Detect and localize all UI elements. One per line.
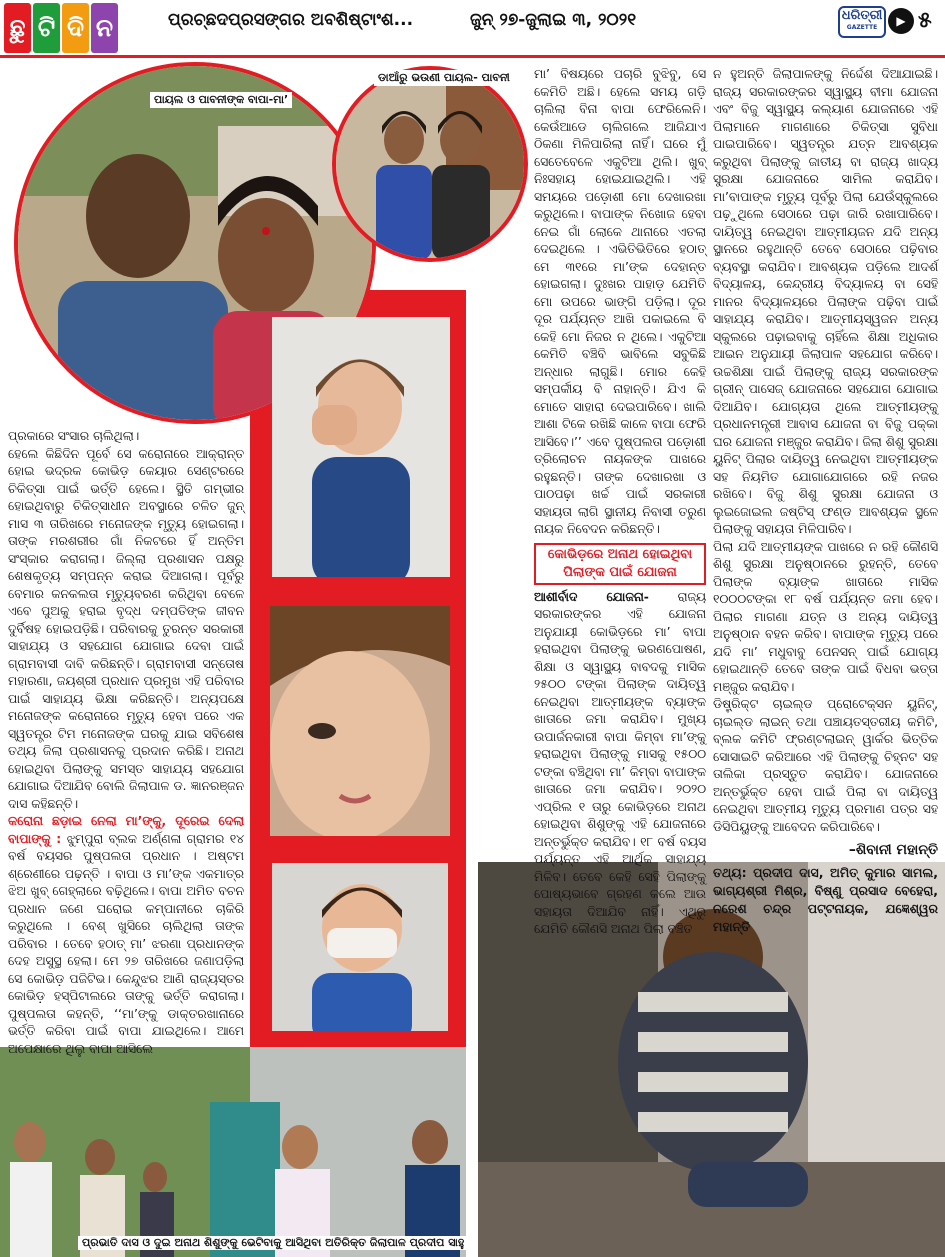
page-header — [0, 0, 945, 58]
masked-child-art — [272, 863, 448, 1031]
masked-child-photo — [272, 863, 448, 1031]
officials-visit-art — [0, 1047, 466, 1257]
sad-child-art — [270, 606, 450, 836]
section-logo — [4, 3, 118, 53]
publication-sub: GAZETTE — [846, 24, 878, 31]
scheme-lead: ଆଶୀର୍ବାଦ ଯୋଜନା- — [534, 589, 649, 604]
col3-para-2: ରାଜ୍ୟ ସରକାରଙ୍କର ଏହି ଯୋଜନା ଅନୁଯାୟୀ କୋଭିଡ଼ରେ ମା’ ବାପା ହରାଇଥିବା ପିଲାଙ୍କୁ ଭରଣପୋଷଣ, ଶିକ୍ଷା ଓ ସ୍ୱାସ୍ଥ୍ୟ ବାବଦକୁ ମାସିକ ୨୫୦୦ ଟଙ୍କା ପିଲାଙ୍କ ଦାୟିତ୍ୱ ନେଇଥିବା ଆତ୍ମୀୟଙ୍କ ବ୍ୟାଙ୍କ ଖାତାରେ ଜମା କରାଯିବ। ମୁଖ୍ୟ ଉପାର୍ଜନକାରୀ ବାପା କିମ୍ବା ମା’ଙ୍କୁ ହରାଇଥିବା ପିଲାଙ୍କୁ ମାସକୁ ୧୫୦୦ ଟଙ୍କା ବଞ୍ଚିଥିବା ମା’ କିମ୍ବା ବାପାଙ୍କ ଖାତାରେ ଜମା କରାଯିବ। ୨୦୨୦ ଏପ୍ରିଲ ୧ ତାରୁ କୋଭିଡ଼ରେ ଅନାଥ ହୋଇଥିବା ଶିଶୁଙ୍କୁ ଏହି ଯୋଜନାରେ ଅନ୍ତର୍ଭୁକ୍ତ କରାଯିବ। ୧୮ ବର୍ଷ ବୟସ ପର୍ଯ୍ୟନ୍ତ ଏହି ଆର୍ଥିକ ସାହାଯ୍ୟ ମିଳିବ। ତେବେ କେହି ସେହି ପିଲାଙ୍କୁ ପୋଷ୍ୟଭାବେ ଗ୍ରହଣ କଲେ ଆଉ ସହାୟତା ଦିଆଯିବ ନାହିଁ। ଏଥିରୁ ଯେମିତି କୌଣସି ଅନାଥ ପିଲା ବଞ୍ଚିତ — [534, 589, 706, 936]
sisters-caption: ଡାଆଁରୁ ଭଉଣୀ ପାୟଲ- ପାବନୀ — [374, 70, 514, 86]
article-column-1 — [8, 428, 244, 1058]
logo-letter: ଟି — [33, 3, 60, 53]
logo-letter: ନ — [91, 3, 118, 53]
continued-title: ପ୍ରଚ୍ଛଦପ୍ରସଙ୍ଗର ଅବଶିଷ୍ଟାଂଶ... — [168, 10, 414, 30]
col1-subhead: କରୋନା ଛଡ଼ାଇ ନେଲା ମା’ଙ୍କୁ, ଦୂରେଇ ଦେଲା ବାପାଙ୍କୁ : — [8, 814, 244, 846]
article-column-4 — [713, 66, 938, 936]
col4-para-1: ନ ହୁଅନ୍ତି ଜିଲାପାଳଙ୍କୁ ନିର୍ଦ୍ଦେଶ ଦିଆଯାଇଛି। ରାଜ୍ୟ ସରକାରଙ୍କର ସ୍ୱାସ୍ଥ୍ୟ ବୀମା ଯୋଜନା ଏବଂ ବିଜୁ ସ୍ୱାସ୍ଥ୍ୟ କଲ୍ୟାଣ ଯୋଜନାରେ ଏହି ପିଲାମାନେ ମାଗଣାରେ ଚିକିତ୍ସା ସୁବିଧା ପାଇପାରିବେ। ସ୍ୱତନ୍ତ୍ର ଯତ୍ନ ଆବଶ୍ୟକ କରୁଥିବା ପିଲାଙ୍କୁ ଜାତୀୟ ବା ରାଜ୍ୟ ଖାଦ୍ୟ ସୁରକ୍ଷା ଯୋଜନାରେ ସାମିଲ କରାଯିବ। ମା’ବାପାଙ୍କ ମୃତ୍ୟୁ ପୂର୍ବରୁ ପିଲା ଯେଉଁସ୍କୁଲରେ ପଢ଼ୁଥିଲେ ସେଠାରେ ପଢ଼ା ଜାରି ରଖାପାରିବେ। ଦାୟିତ୍ୱ ନେଇଥିବା ଆତ୍ମୀୟଜନ ଯଦି ଅନ୍ୟ ସ୍ଥାନରେ ରହୁଥାନ୍ତି ତେବେ ସେଠାରେ ପଢ଼ିବାର ବ୍ୟବସ୍ଥା କରାଯିବ। ଆବଶ୍ୟକ ପଡ଼ିଲେ ଆଦର୍ଶ ବିଦ୍ୟାଳୟ, କେନ୍ଦ୍ରୀୟ ବିଦ୍ୟାଳୟ ବା ସେହି ମାନର ବିଦ୍ୟାଳୟରେ ପିଲାଙ୍କ ପଢ଼ିବା ପାଇଁ ସାହାଯ୍ୟ କରାଯିବ। ଆତ୍ମୀୟସ୍ୱଜନ ଅନ୍ୟ ସ୍କୁଲରେ ପଢ଼ାଇବାକୁ ଚାହିଁଲେ ଶିକ୍ଷା ଅଧିକାର ଆଇନ ଅନୁଯାୟୀ ଜିଲାପାଳ ସହଯୋଗ କରିବେ। ଉଚ୍ଚଶିକ୍ଷା ପାଇଁ ପିଲାଙ୍କୁ ରାଜ୍ୟ ସରକାରଙ୍କ ଗ୍ରୀନ୍ ପାସେଜ୍ ଯୋଜନାରେ ସହଯୋଗ ଯୋଗାଇ ଦିଆଯିବ। ଯୋଗ୍ୟତା ଥିଲେ ଆତ୍ମୀୟଙ୍କୁ ପ୍ରଧାନମନ୍ତ୍ରୀ ଆବାସ ଯୋଜନା ବା ବିଜୁ ପକ୍କା ଘର ଯୋଜନା ମଞ୍ଜୁର କରାଯିବ। ଜିଲା ଶିଶୁ ସୁରକ୍ଷା ୟୁନିଟ୍ ପିଲାର ଦାୟିତ୍ୱ ନେଇଥିବା ଆତ୍ମୀୟଙ୍କ ସହ ନିୟମିତ ଯୋଗାଯୋଗରେ ରହି ନଜର ରଖିବେ। ବିଜୁ ଶିଶୁ ସୁରକ୍ଷା ଯୋଜନା ଓ ଲୁଇଜୋଇଲ ଜଷ୍ଟିସ୍ ଫଣ୍ଡ ଆବଶ୍ୟକ ସ୍ଥଳେ ପିଲାଙ୍କୁ ସହାୟତା ମିଳିପାରିବ। — [713, 67, 938, 536]
col1-para-2: ହେଲେ କିଛିଦିନ ପୂର୍ବେ ସେ କରୋନାରେ ଆକ୍ରାନ୍ତ ହୋଇ ଭଦ୍ରକ କୋଭିଡ଼ କେୟାର ସେଣ୍ଟରରେ ଚିକିତ୍ସା ପାଇଁ ଭର୍ତ୍ତି ହେଲେ। ସ୍ଥିତି ଗମ୍ଭୀର ହୋଇଥିବାରୁ ଚିକିତ୍ସାଧୀନ ଅବସ୍ଥାରେ ଚଳିତ ଜୁନ୍ ମାସ ୩ ତାରିଖରେ ମନୋଜଙ୍କ ମୃତ୍ୟୁ ହୋଇଗଲା। ତାଙ୍କ ମରଶରୀର ଗାଁ ନିକଟରେ ହିଁ ଅନ୍ତିମ ସଂସ୍କାର କରାଗଲା। ଜିଲ୍ଲା ପ୍ରଶାସନ ପକ୍ଷରୁ ଶେଷକୃତ୍ୟ ସମ୍ପନ୍ନ କରାଇ ଦିଆଗଲା। ପୂର୍ବରୁ ବେମାର କନକଲତା ମୃତ୍ୟୁବରଣ କରିଥିବା ବେଳେ ଏବେ ପୁଅକୁ ହରାଇ ବୃଦ୍ଧ ଦମ୍ପତିଙ୍କ ଜୀବନ ଦୁର୍ବିଷହ ହୋଇପଡ଼ିଛି। ପରିବାରକୁ ତୁରନ୍ତ ସରକାରୀ ସାହାଯ୍ୟ ଓ ସହଯୋଗ ଯୋଗାଇ ଦେବା ପାଇଁ ଗ୍ରାମବାସୀ ଦାବି କରିଛନ୍ତି। ଗ୍ରାମବାସୀ ସନ୍ତୋଷ ମହାରଣା, ଜୟଶ୍ରୀ ପ୍ରଧାନ ପ୍ରମୁଖ ଏହି ପରିବାର ପାଇଁ ସାହାଯ୍ୟ ଭିକ୍ଷା କରିଛନ୍ତି। ଅନ୍ୟପକ୍ଷେ ମନୋଜଙ୍କ କରୋନାରେ ମୃତ୍ୟୁ ହେବା ପରେ ଏକ ସ୍ୱତନ୍ତ୍ର ଟିମ ମନୋଜଙ୍କ ଘରକୁ ଯାଇ ସବିଶେଷ ତଥ୍ୟ ଜିଲା ପ୍ରଶାସନକୁ ପ୍ରଦାନ କରିଛି। ଅନାଥ ହୋଇଥିବା ପିଲାଙ୍କୁ ସମସ୍ତ ସାହାଯ୍ୟ ସହଯୋଗ ଯୋଗାଇ ଦିଆଯିବ ବୋଲି ଜିଲାପାଳ ଡ. ଜ୍ଞାନରଞ୍ଜନ ଦାସ କହିଛନ୍ତି। — [8, 446, 244, 811]
report-credits: ତଥ୍ୟ: ପ୍ରଦୀପ ଦାସ, ଅମିତ୍ କୁମାର ସାମଲ, ଭାଗ୍ୟଶ୍ରୀ ମିଶ୍ର, ବିଷ୍ଣୁ ପ୍ରସାଦ ବେହେରା, ନରେଶ ଚନ୍ଦ୍ର ପଟ୍ଟନାୟକ, ଯଜ୍ଞେଶ୍ୱର ମହାନ୍ତି — [713, 864, 938, 934]
logo-letter: ଛୁ — [4, 3, 31, 53]
col3-para-1: ମା’ ବିଷୟରେ ପଚାରି ବୁଝିବୁ, ସେ କେମିତି ଅଛି। ହେଲେ ସମୟ ଗଡ଼ି ଚାଲିଲା ବିନା ବାପା ଫେରିଲେନି। କେଉଁଆଡେ ଚାଲିଗଲେ ଆଜିଯାଏ ଠିକଣା ମିଳିପାରିଲା ନାହିଁ। ଘରେ ମୁଁ ସେତେବେଳେ ଏକୁଟିଆ ଥିଲି। ଖୁବ୍ ନିଃସହାୟ ହୋଇଯାଇଥିଲି। ଏହି ସମୟରେ ପଡ଼ୋଶୀ ମୋ ଦେଖାରଖା କରୁଥିଲେ। ବାପାଙ୍କ ନିଖୋଜ ହେବା ନେଇ ଗାଁ ଲୋକେ ଥାନାରେ ଏତଲା ଦେଇଥିଲେ । ଏଭିତିଭିତିରେ ହଠାତ୍ ମେ ୩୧ରେ ମା’ଙ୍କ ଦେହାନ୍ତ ହୋଇଗଲା। ଦୁଃଖର ପାହାଡ଼ ଯେମିତି ମୋ ଉପରେ ଭାଙ୍ଗି ପଡ଼ିଲା। ଦୂର ଦୂର ପର୍ଯ୍ୟନ୍ତ ଆଖି ପକାଇଲେ ବି କେହି ମୋ ନିଜର ନ ଥିଲେ। ଏକୁଟିଆ କେମିତି ବଞ୍ଚିବି ଭାବିଲେ ସବୁକିଛି ଅନ୍ଧାର ଲାଗୁଛି। ମୋର କେହି ସମ୍ପର୍କୀୟ ବି ନାହାନ୍ତି। ଯିଏ କି ମୋତେ ସାହାରା ଦେଇପାରିବେ। ଖାଲି ଆଶା ଟିକେ ରଖିଛି କାଳେ ବାପା ଫେରି ଆସିବେ।’’ ଏବେ ପୁଷ୍ପଲତା ପଡ଼ୋଶୀ ତ୍ରିଲୋଚନ ନାୟକଙ୍କ ପାଖରେ ରହୁଛନ୍ତି। ତାଙ୍କ ଦେଖାରଖା ଓ ପାଠପଢ଼ା ଖର୍ଚ୍ଚ ପାଇଁ ସରକାରୀ ସହାୟତା ଲାଗି ସ୍ଥାନୀୟ ନିବାସୀ ତରୁଣ ନାୟକ ନିବେଦନ କରିଛନ୍ତି। — [534, 67, 706, 536]
scheme-box-heading: କୋଭିଡ଼ରେ ଅନାଥ ହୋଇଥିବା ପିଲାଙ୍କ ପାଇଁ ଯୋଜନା — [534, 543, 706, 585]
sisters-photo-art — [336, 70, 524, 258]
logo-letter: ଦି — [62, 3, 89, 53]
col4-para-3: ଡିଷ୍ଟ୍ରିକ୍ଟ ଚାଇଲ୍ଡ ପ୍ରୋଟେକ୍ସନ ୟୁନିଟ୍, ଚାଇଲ୍ଡ ଲାଇନ୍ ତଥା ପଞ୍ଚାୟତସ୍ତରୀୟ କମିଟି, ବ୍ଲକ କମିଟି ଫ୍ରଣ୍ଟଲାଇନ୍ ୱାର୍କର ଭିତ୍ତିକ ସୋସାଇଟି କରିଆରେ ଏହି ପିଲାଙ୍କୁ ଚିହ୍ନଟ ସହ ତାଲିକା ପ୍ରସ୍ତୁତ କରାଯିବ। ଯୋଜନାରେ ଅନ୍ତର୍ଭୁକ୍ତ ହେବା ପାଇଁ ପିଲା ବା ଦାୟିତ୍ୱ ନେଇଥିବା ଆତ୍ମୀୟ ମୃତ୍ୟୁ ପ୍ରମାଣ ପତ୍ର ସହ ଡିସିପିୟୁଙ୍କୁ ଆବେଦନ କରିପାରିବେ। — [713, 697, 938, 834]
crying-boy-art — [272, 317, 450, 577]
officials-visit-photo — [0, 1047, 466, 1257]
crying-boy-photo — [272, 317, 450, 577]
article-column-3 — [534, 66, 706, 939]
publication-name: ଧରିତ୍ରୀ — [841, 8, 883, 23]
col1-para-1: ପ୍ରକାରେ ସଂସାର ଚାଲିଥିଲା। — [8, 429, 140, 443]
author-byline: –ଶିବାନୀ ମହାନ୍ତି — [848, 842, 938, 858]
sad-child-photo — [270, 606, 450, 836]
col1-para-3: ଝୁମ୍ପୁରା ବ୍ଲକ ଅର୍ଣ୍ଣଳା ଗ୍ରାମର ୧୪ ବର୍ଷ ବୟସର ପୁଷ୍ପଲତା ପ୍ରଧାନ । ଅଷ୍ଟମ ଶ୍ରେଣୀରେ ପଢ଼ନ୍ତି । ବାପା ଓ ମା’ଙ୍କ ଏକମାତ୍ର ଝିଅ ଖୁବ୍ ଗେହ୍ଲାରେ ବଢ଼ିଥିଲେ। ବାପା ଅମିତ ବଚନ ପ୍ରଧାନ ଜଣେ ଘରୋଇ କମ୍ପାନୀରେ ଚାକିରି କରୁଥିଲେ । ବେଶ୍ ଖୁସିରେ ଚାଲିଥିଲା ତାଙ୍କ ପରିବାର । ତେବେ ହଠାତ୍ ମା’ ଝରଣା ପ୍ରଧାନଙ୍କ ଦେହ ଅସୁସ୍ଥ ହେଲା। ମେ ୨୭ ତାରିଖରେ ଜଣାପଡ଼ିଲା ସେ କୋଭିଡ଼ ପଜିଟିଭ। କେନ୍ଦୁଝର ଆଣି ରାଜ୍ୟସ୍ତର କୋଭିଡ଼ ହସ୍ପିଟାଲରେ ତାଙ୍କୁ ଭର୍ତ୍ତି କରାଗଲା। ପୁଷ୍ପଲତା କହନ୍ତି, ‘‘ମା’ଙ୍କୁ ଡାକ୍ତରଖାନାରେ ଭର୍ତ୍ତି କରିବା ପାଇଁ ବାପା ଯାଇଥିଲେ। ଆମେ ଅପେକ୍ଷାରେ ଥିଲୁ ବାପା ଆସିଲେ — [8, 831, 244, 1056]
parents-caption: ପାୟଲ ଓ ପାବନୀଙ୍କ ବାପା-ମା’ — [150, 92, 292, 108]
publication-logo — [838, 6, 886, 38]
officials-visit-caption: ପ୍ରଭାତି ଦାସ ଓ ଦୁଇ ଅନାଥ ଶିଶୁଙ୍କୁ ଭେଟିବାକୁ ଆସିଥିବା ଅତିରିକ୍ତ ଜିଲାପାଳ ପ୍ରଦୀପ ସାହୁ — [78, 1236, 468, 1250]
play-icon: ▶ — [888, 8, 914, 34]
col4-para-2: ପିଲା ଯଦି ଆତ୍ମୀୟଙ୍କ ପାଖରେ ନ ରହି କୌଣସି ଶିଶୁ ସୁରକ୍ଷା ଅନୁଷ୍ଠାନରେ ରୁହନ୍ତି, ତେବେ ପିଲାଙ୍କ ବ୍ୟାଙ୍କ ଖାତାରେ ମାସିକ ୧୦୦୦ଟଙ୍କା ୧୮ ବର୍ଷ ପର୍ଯ୍ୟନ୍ତ ଜମା ହେବ। ପିଲାର ମାଗଣା ଯତ୍ନ ଓ ଅନ୍ୟ ଦାୟିତ୍ୱ ଅନୁଷ୍ଠାନ ବହନ କରିବ। ବାପାଙ୍କ ମୃତ୍ୟୁ ପରେ ଯଦି ମା’ ମଧୁବାବୁ ପେନସନ୍ ପାଇଁ ଯୋଗ୍ୟ ହୋଇଥାନ୍ତି ତେବେ ତାଙ୍କ ପାଇଁ ବିଧବା ଭତ୍ତା ମଞ୍ଜୁର କରାଯିବ। — [713, 539, 938, 694]
page-number: ୫ — [918, 8, 932, 33]
issue-date: ଜୁନ୍ ୨୭-ଜୁଲାଇ ୩, ୨୦୨୧ — [470, 10, 637, 30]
sisters-photo — [332, 66, 528, 262]
